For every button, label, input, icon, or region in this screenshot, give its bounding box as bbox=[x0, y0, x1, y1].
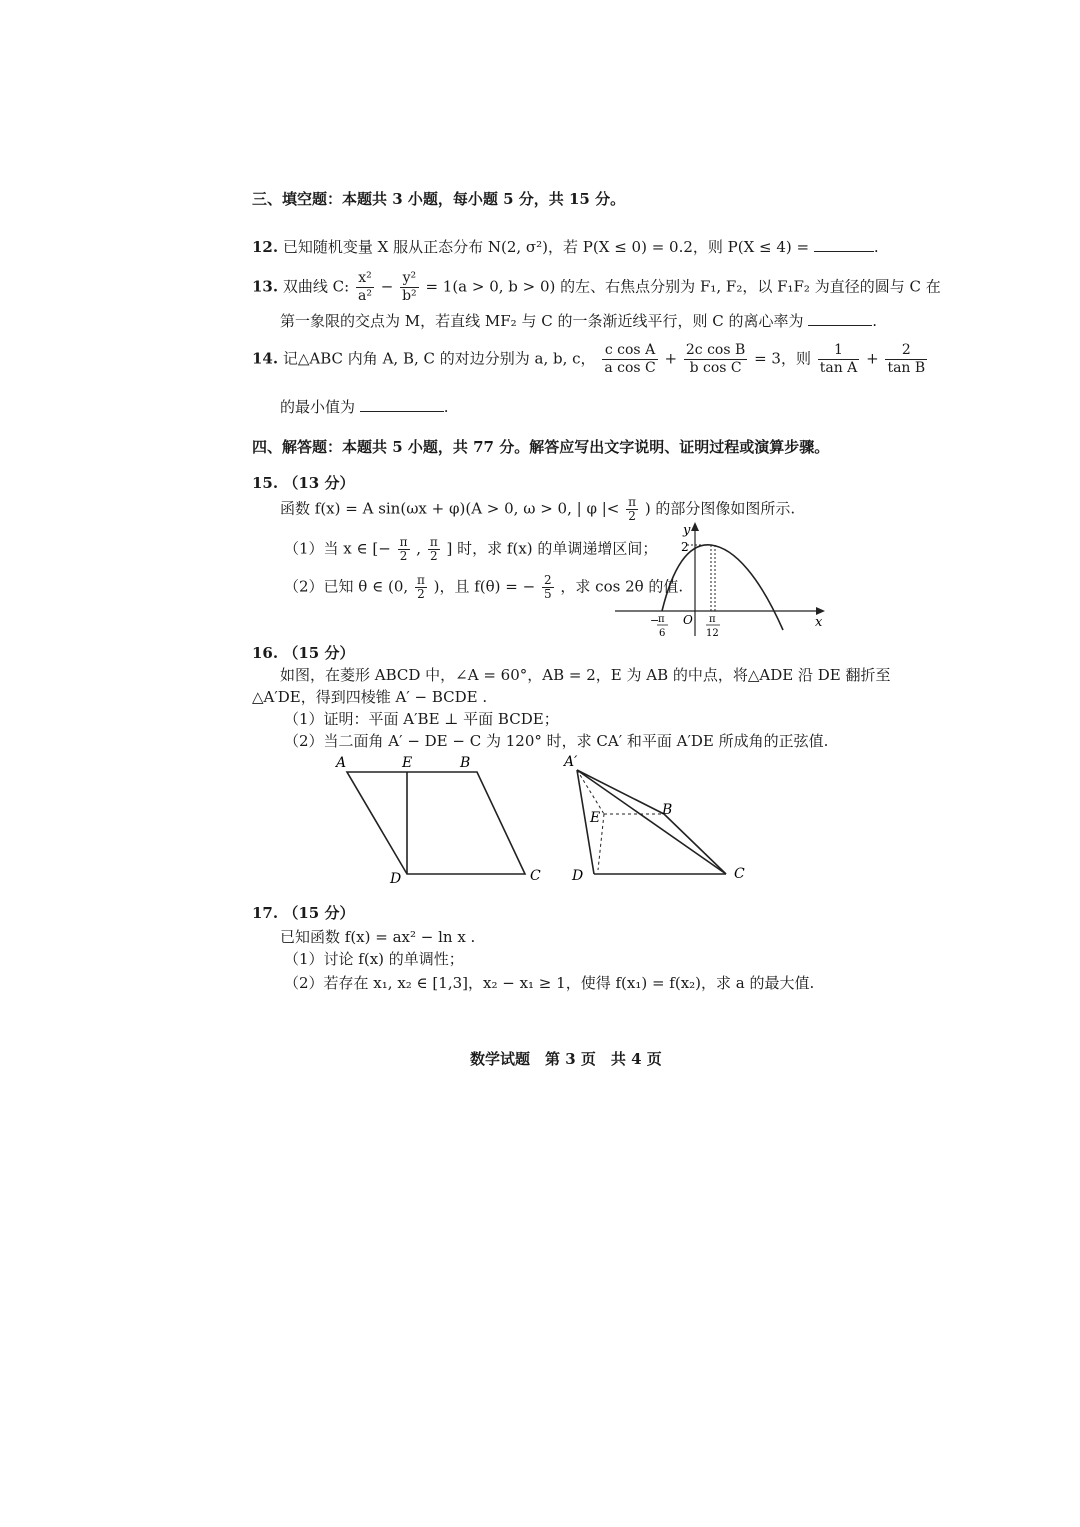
label-c: C bbox=[734, 866, 745, 882]
question-score: （15 分） bbox=[283, 644, 355, 662]
origin-label: O bbox=[683, 613, 693, 627]
fraction-ccosA: $\frac{\text{c cos A}}{\text{a cos C}}$ bbox=[604, 342, 656, 376]
fraction-pi-2: $\frac{\pi}{2}$ bbox=[399, 535, 408, 563]
x-axis-arrow-icon bbox=[816, 607, 825, 615]
fraction-x2-a2: $\frac{\text{x²}}{\text{a²}}$ bbox=[357, 270, 372, 304]
question-17-stem: 已知函数 f(x) = ax² − ln x . bbox=[280, 928, 476, 946]
question-text: ，求 cos 2θ 的值. bbox=[560, 577, 684, 596]
question-16-part1: （1）证明：平面 A′BE ⊥ 平面 BCDE； bbox=[284, 710, 559, 728]
sine-graph bbox=[615, 518, 835, 646]
x-axis-label: x bbox=[815, 615, 823, 630]
right-tick-num: π bbox=[709, 614, 716, 625]
label-d: D bbox=[572, 868, 584, 884]
fraction-pi-2: $\frac{\pi}{2}$ bbox=[628, 495, 637, 523]
plus-sign: + bbox=[664, 349, 678, 368]
edge-b-c bbox=[664, 814, 726, 874]
question-text: ] 时，求 f(x) 的单调递增区间； bbox=[446, 539, 658, 558]
question-13-line2 bbox=[280, 310, 877, 331]
question-text: = 1(a > 0, b > 0) 的左、右焦点分别为 F₁, F₂，以 F₁F₂ 为直径的圆与 C 在 bbox=[425, 277, 941, 296]
question-14 bbox=[252, 342, 929, 377]
fraction-2ccosB: $\frac{\text{2c cos B}}{\text{b cos C}}$ bbox=[685, 342, 746, 376]
y-axis-arrow-icon bbox=[691, 522, 699, 531]
answer-blank[interactable] bbox=[814, 237, 874, 252]
question-score: （15 分） bbox=[283, 904, 355, 922]
equals-text: = 3，则 bbox=[754, 349, 811, 368]
answer-blank[interactable] bbox=[360, 397, 444, 412]
question-text: 记△ABC 内角 A, B, C 的对边分别为 a, b, c， bbox=[282, 349, 596, 368]
label-a: A bbox=[336, 755, 347, 771]
rhombus-abcd bbox=[347, 772, 525, 874]
question-number: 15. bbox=[252, 474, 279, 492]
left-tick-num: π bbox=[658, 614, 665, 625]
label-a-prime: A′ bbox=[564, 754, 578, 770]
question-text: ) 的部分图像如图所示. bbox=[644, 499, 796, 518]
question-end: . bbox=[873, 238, 879, 256]
question-text: 已知随机变量 X 服从正态分布 N(2, σ²)，若 P(X ≤ 0) = 0.2，则 P(X ≤ 4) = bbox=[282, 238, 810, 256]
question-number: 17. bbox=[252, 904, 279, 922]
question-16-part2: （2）当二面角 A′ − DE − C 为 120° 时，求 CA′ 和平面 A′DE 所成角的正弦值. bbox=[284, 732, 829, 750]
question-number: 13. bbox=[252, 277, 279, 296]
label-c: C bbox=[530, 868, 541, 884]
question-14-line2 bbox=[280, 396, 449, 417]
fraction-2-tanB: $\frac{2}{\text{tan B}}$ bbox=[887, 342, 926, 376]
sine-curve bbox=[662, 545, 783, 630]
peak-value-label: 2 bbox=[681, 540, 689, 554]
question-15-part1 bbox=[284, 536, 657, 563]
fraction-y2-b2: $\frac{\text{y²}}{\text{b²}}$ bbox=[402, 270, 417, 304]
minus-sign: − bbox=[380, 277, 394, 296]
question-text: 的最小值为 bbox=[280, 398, 356, 416]
question-text: 第一象限的交点为 M，若直线 MF₂ 与 C 的一条渐近线平行，则 C 的离心率为 bbox=[280, 312, 804, 330]
question-number: 12. bbox=[252, 238, 279, 256]
question-12 bbox=[252, 236, 879, 257]
question-text: （2）已知 θ ∈ (0, bbox=[284, 577, 409, 596]
label-e: E bbox=[590, 810, 601, 826]
question-16-line2: △A′DE，得到四棱锥 A′ − BCDE . bbox=[252, 688, 488, 706]
question-text: （1）当 x ∈ [− bbox=[284, 539, 391, 558]
fraction-pi-2: $\frac{\pi}{2}$ bbox=[429, 535, 438, 563]
question-score: （13 分） bbox=[283, 474, 355, 492]
answer-blank[interactable] bbox=[808, 311, 872, 326]
question-15-header bbox=[252, 472, 354, 493]
question-end: . bbox=[872, 312, 878, 330]
rhombus-figure bbox=[330, 752, 550, 888]
question-number: 16. bbox=[252, 644, 279, 662]
label-b: B bbox=[662, 802, 673, 818]
label-d: D bbox=[390, 871, 402, 887]
comma: , bbox=[416, 539, 422, 558]
fraction-pi-2: $\frac{\pi}{2}$ bbox=[416, 573, 425, 601]
question-17-part1: （1）讨论 f(x) 的单调性； bbox=[284, 950, 464, 968]
fraction-2-5: $\frac{2}{5}$ bbox=[543, 573, 552, 601]
page-footer: 数学试题 第 3 页 共 4 页 bbox=[470, 1050, 662, 1068]
question-text: 函数 f(x) = A sin(ωx + φ)(A > 0, ω > 0, | φ |< bbox=[280, 499, 620, 518]
question-end: . bbox=[443, 398, 449, 416]
y-axis-label: y bbox=[683, 523, 691, 538]
left-tick-sign: − bbox=[650, 614, 660, 627]
section3-heading: 三、填空题：本题共 3 小题，每小题 5 分，共 15 分。 bbox=[252, 190, 626, 208]
fraction-1-tanA: $\frac{1}{\text{tan A}}$ bbox=[819, 342, 858, 376]
question-text: 双曲线 C: bbox=[282, 277, 350, 296]
question-text: )，且 f(θ) = − bbox=[433, 577, 536, 596]
label-e: E bbox=[402, 755, 413, 771]
section4-heading: 四、解答题：本题共 5 小题，共 77 分。解答应写出文字说明、证明过程或演算步骤。 bbox=[252, 438, 830, 456]
left-tick-den: 6 bbox=[659, 628, 666, 639]
question-13 bbox=[252, 270, 941, 305]
plus-sign: + bbox=[866, 349, 879, 368]
question-16-line1: 如图，在菱形 ABCD 中，∠A = 60°，AB = 2，E 为 AB 的中点，将△ADE 沿 DE 翻折至 bbox=[280, 666, 891, 684]
question-number: 14. bbox=[252, 349, 279, 368]
question-17-part2: （2）若存在 x₁, x₂ ∈ [1,3]，x₂ − x₁ ≥ 1，使得 f(x₁) = f(x₂)，求 a 的最大值. bbox=[284, 974, 815, 992]
question-17-header bbox=[252, 902, 354, 923]
question-16-header bbox=[252, 642, 354, 663]
label-b: B bbox=[460, 755, 471, 771]
right-tick-den: 12 bbox=[706, 628, 719, 639]
pyramid-figure bbox=[560, 752, 760, 888]
